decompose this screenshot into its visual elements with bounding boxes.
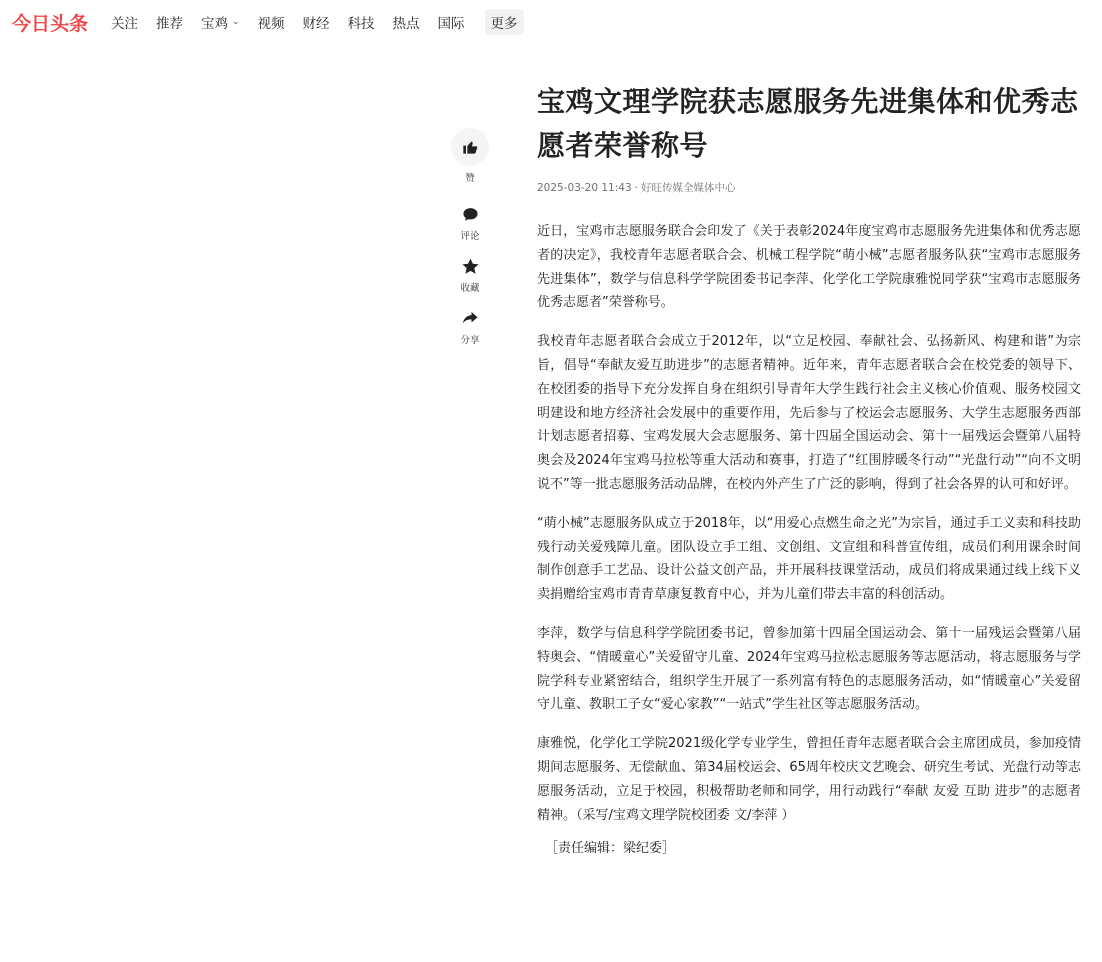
nav-item-video[interactable] <box>258 12 285 32</box>
comment-icon <box>460 204 480 224</box>
nav-more-label: 更多 <box>490 16 518 32</box>
nav-item-follow[interactable] <box>111 12 138 32</box>
article-paragraph: 李萍，数学与信息科学学院团委书记，曾参加第十四届全国运动会、第十一届残运会暨第八届特奥会、“情暖童心”关爱留守儿童、2024年宝鸡马拉松志愿服务等志愿活动，将志愿服务与学院学科专业紧密结合，组织学生开展了一系列富有特色的志愿服务活动，如“情暖童心”关爱留守儿童、教职工子女“爱心家教”“一站式”学生社区等志愿服务活动。 <box>537 625 1081 713</box>
chevron-down-icon: ⌄ <box>232 17 240 27</box>
article-action-rail <box>450 128 490 346</box>
article-meta <box>537 180 1081 195</box>
collect-label: 收藏 <box>460 283 480 294</box>
share-label: 分享 <box>460 335 480 346</box>
article-paragraph: 我校青年志愿者联合会成立于2012年，以“立足校园、奉献社会、弘扬新风、构建和谐”为宗旨，倡导“奉献友爱互助进步”的志愿者精神。近年来，青年志愿者联合会在校党委的领导下、在校团委的指导下充分发挥自身在组织引导青年大学生践行社会主义核心价值观、服务校园文明建设和地方经济社会发展中的重要作用，先后参与了校运会志愿服务、大学生志愿服务西部计划志愿者招募、宝鸡发展大会志愿服务、第十四届全国运动会、第十一届残运会暨第八届特奥会及2024年宝鸡马拉松等重大活动和赛事，打造了“红围脖暖冬行动”“光盘行动”“向不文明说不”等一批志愿服务活动品牌，在校内外产生了广泛的影响，得到了社会各界的认可和好评。 <box>537 334 1081 492</box>
article-body <box>537 220 1081 860</box>
share-button[interactable] <box>450 308 490 346</box>
nav-item-label: 视频 <box>257 16 285 32</box>
nav-item-label: 国际 <box>437 16 465 32</box>
like-label: 赞 <box>465 173 475 184</box>
nav-item-finance[interactable] <box>303 12 330 32</box>
nav-item-recommend[interactable] <box>156 12 183 32</box>
toutiao-logo[interactable]: 今日头条 <box>12 13 89 35</box>
article <box>537 80 1081 860</box>
article-paragraph: 康雅悦，化学化工学院2021级化学专业学生，曾担任青年志愿者联合会主席团成员，参加疫情期间志愿服务、无偿献血、第34届校运会、65周年校庆文艺晚会、研究生考试、光盘行动等志愿服务活动，立足于校园，积极帮助老师和同学，用行动践行“奉献 友爱 互助 进步”的志愿者精神。（采写/宝鸡文理学院校团委 文/李萍 ） <box>537 736 1081 823</box>
responsible-editor: ［责任编辑：梁纪委］ <box>545 841 676 857</box>
article-source[interactable]: 好旺传媒全媒体中心 <box>640 182 736 194</box>
nav-item-baoji[interactable] <box>201 12 240 32</box>
nav-item-label: 宝鸡 <box>201 16 228 32</box>
like-button[interactable] <box>450 128 490 184</box>
thumbs-up-icon <box>462 139 478 155</box>
share-arrow-icon <box>460 308 480 328</box>
nav-item-hot[interactable] <box>393 12 420 32</box>
article-title: 宝鸡文理学院获志愿服务先进集体和优秀志愿者荣誉称号 <box>537 85 1079 162</box>
article-paragraph: 近日，宝鸡市志愿服务联合会印发了《关于表彰2024年度宝鸡市志愿服务先进集体和优秀志愿者的决定》，我校青年志愿者联合会、机械工程学院“萌小械”志愿者服务队获“宝鸡市志愿服务先进集体”，数学与信息科学学院团委书记李萍、化学化工学院康雅悦同学获“宝鸡市志愿服务优秀志愿者”荣誉称号。 <box>537 224 1081 311</box>
nav-item-label: 推荐 <box>156 16 183 32</box>
comment-label: 评论 <box>460 231 480 242</box>
comment-button[interactable] <box>450 204 490 242</box>
nav-item-label: 热点 <box>392 16 420 32</box>
nav-more-button[interactable] <box>485 9 524 35</box>
collect-button[interactable] <box>450 256 490 294</box>
top-nav <box>0 0 1102 44</box>
channel-nav <box>111 0 542 44</box>
meta-separator: · <box>634 181 638 194</box>
article-paragraph: “萌小械”志愿服务队成立于2018年，以“用爱心点燃生命之光”为宗旨，通过手工义卖和科技助残行动关爱残障儿童。团队设立手工组、文创组、文宣组和科普宣传组，成员们利用课余时间制作创意手工艺品、设计公益文创产品，并开展科技课堂活动，成员们将成果通过线上线下义卖捐赠给宝鸡市青青草康复教育中心，并为儿童们带去丰富的科创活动。 <box>537 515 1081 603</box>
publish-time: 2025-03-20 11:43 <box>537 181 632 194</box>
nav-item-international[interactable] <box>438 12 465 32</box>
star-icon <box>460 256 480 276</box>
nav-item-label: 关注 <box>111 16 138 32</box>
like-icon-circle <box>451 128 489 166</box>
nav-item-label: 财经 <box>302 16 330 32</box>
nav-item-label: 科技 <box>347 16 375 32</box>
nav-item-tech[interactable] <box>348 12 375 32</box>
